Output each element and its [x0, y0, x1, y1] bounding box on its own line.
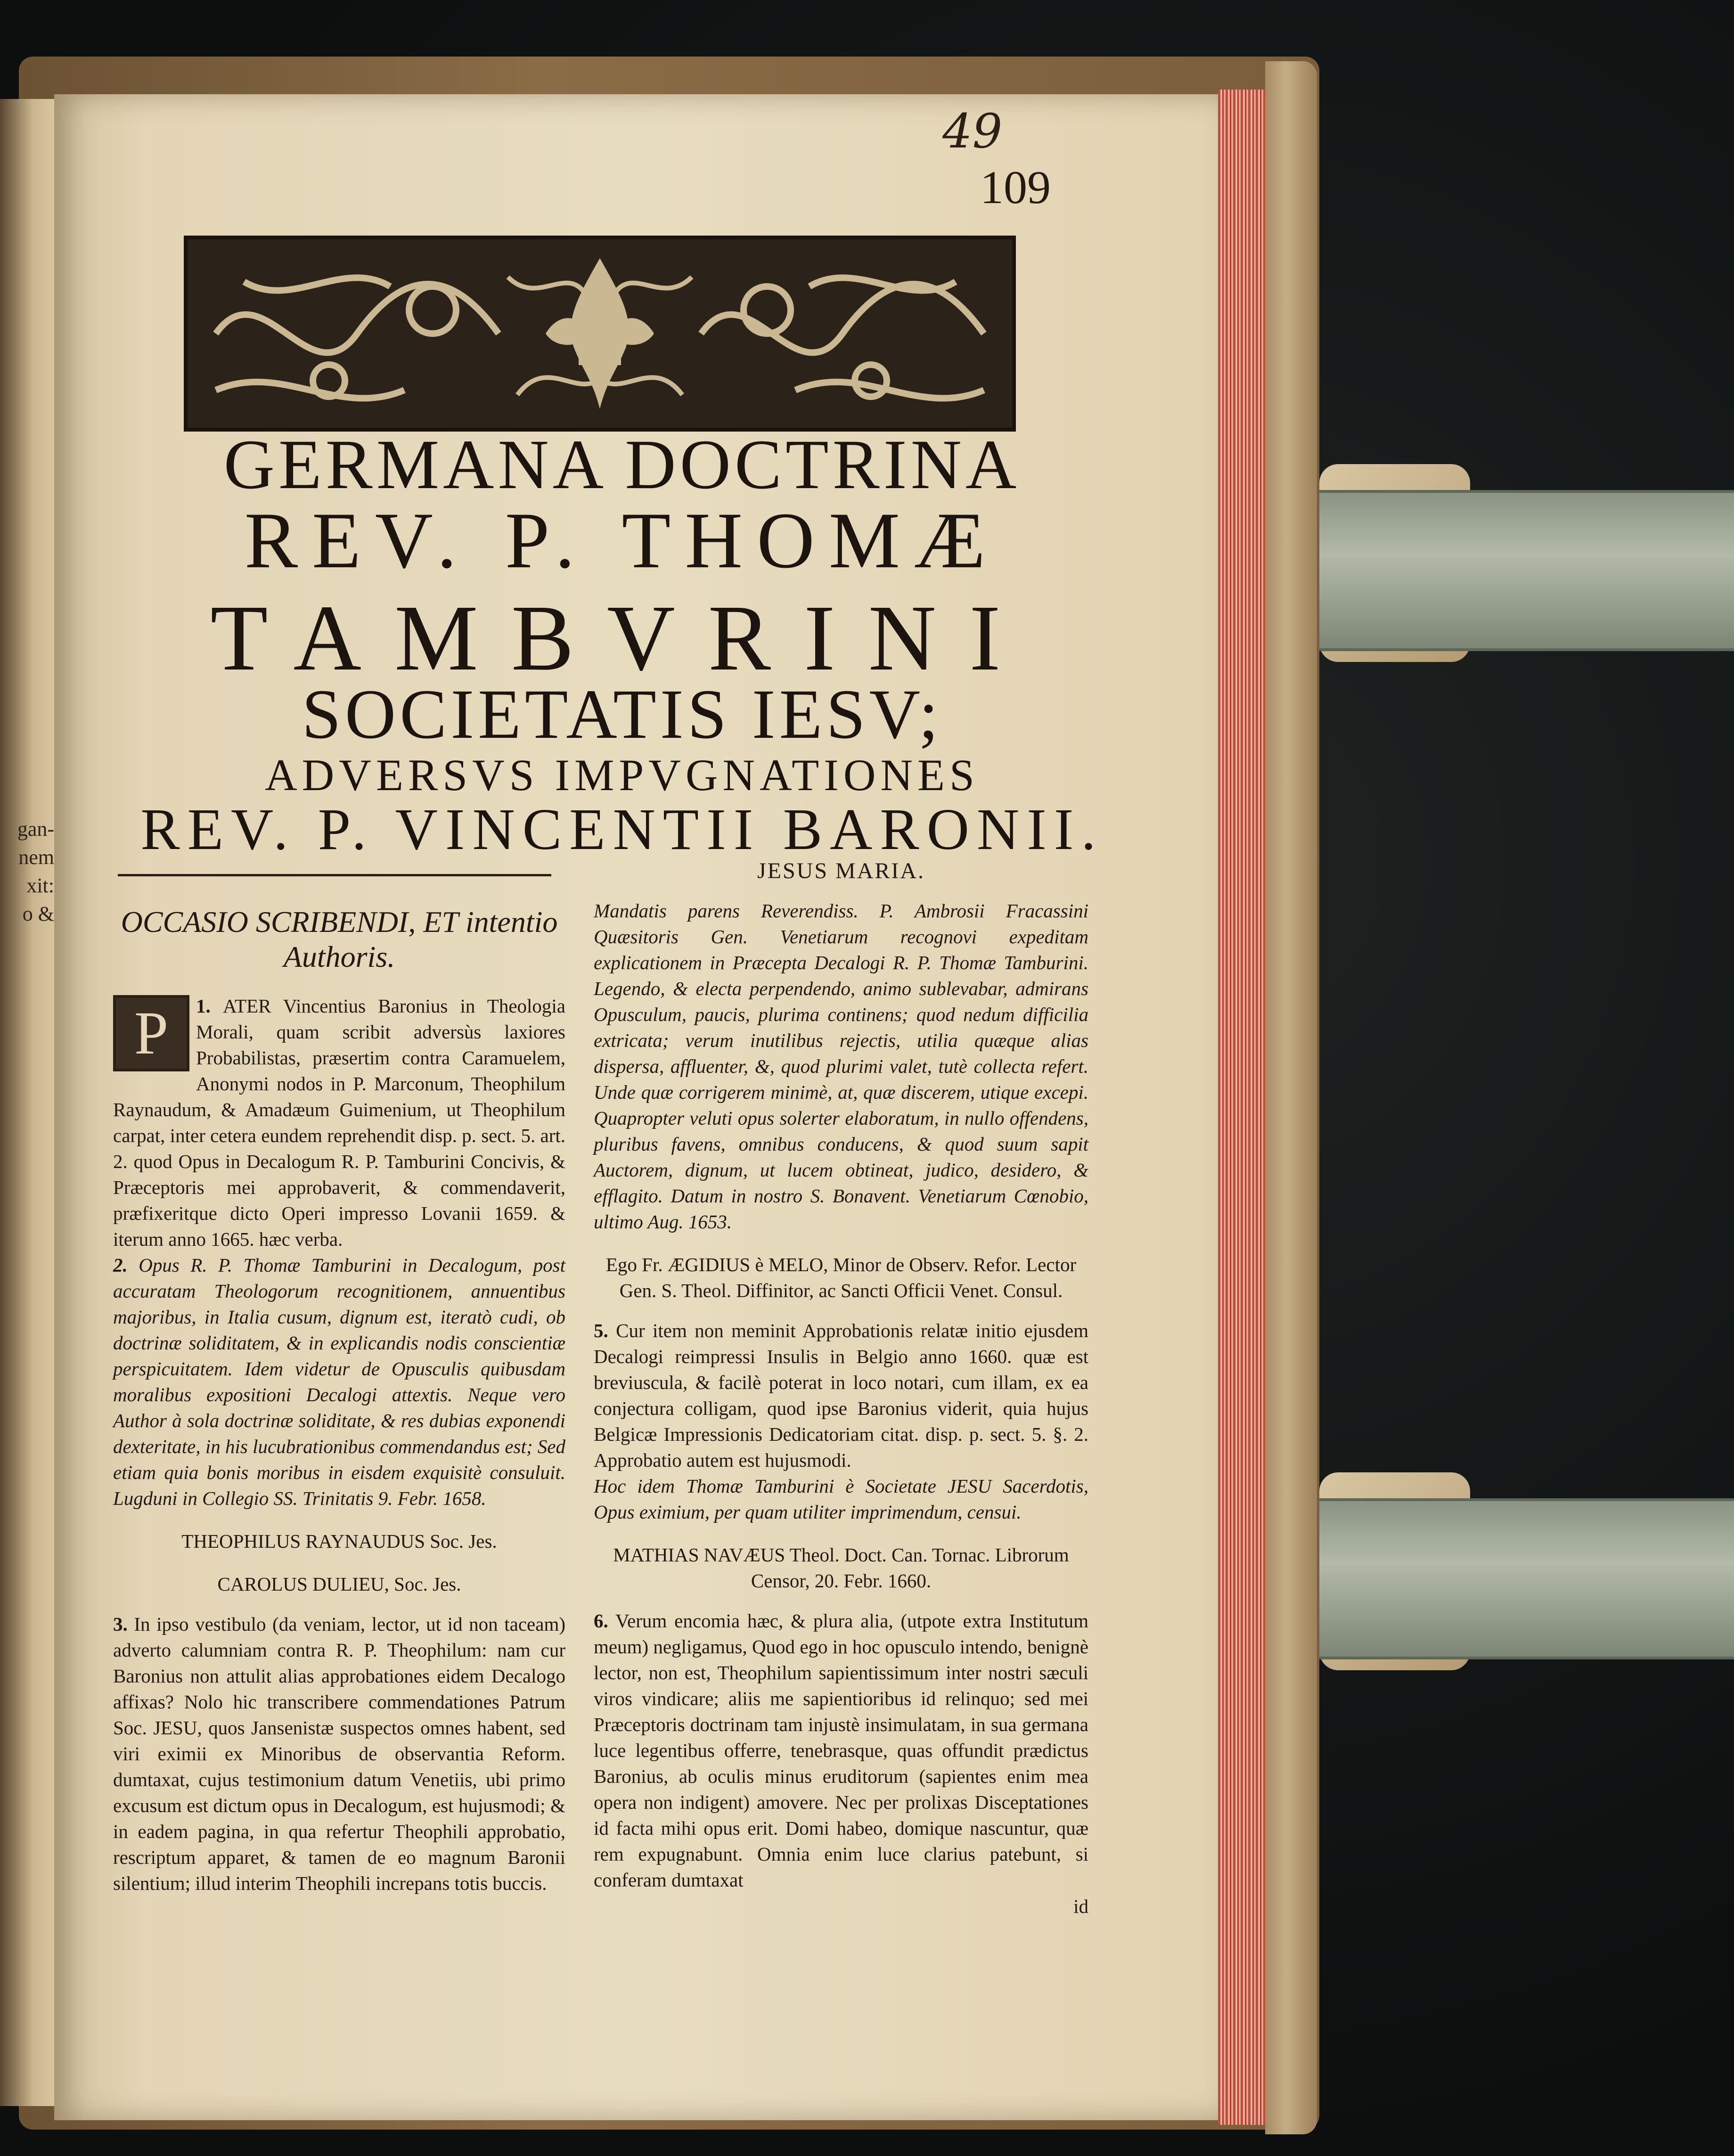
paragraph-3 — [113, 1611, 565, 1896]
paragraph-text: Opus R. P. Thomæ Tamburini in Decalogum, post accuratam Theologorum recognitionem, annuentibus majoribus, in Italia cusum, dignum est, iteratò cudi, ob doctrinæ soliditatem, & in explicandis nodis conscientiæ perspicuitatem. Idem videtur de Opusculis quibusdam moralibus expositioni Decalogi attextis. Neque vero Author à sola doctrinæ soliditate, & res dubias exponendi dexteritate, in his lucubrationibus commendandus est; Sed etiam quia bonis moribus in eisdem exquisitè consuluit. Lugduni in Collegio SS. Trinitatis 9. Febr. 1658. — [113, 1254, 565, 1509]
page-fore-edge — [1218, 90, 1265, 2125]
title-line-6: REV. P. VINCENTII BARONII. — [140, 797, 1104, 862]
page-number: 109 — [980, 161, 1051, 213]
paragraph-text: ATER Vincentius Baronius in Theologia Morali, quam scribit adversùs laxiores Probabilistas, præsertim contra Caramuelem, Anonymi nodos in P. Marconum, Theophilum Raynaudum, & Amadæum Guimenium, ut Theophilum carpat, inter cetera eundem reprehendit disp. p. sect. 5. art. 2. quod Opus in Decalogum R. P. Tamburini Concivis, & Præceptoris mei approbaverit, & commendaverit, præfixeritque dicto Operi impresso Lovanii 1659. & iterum anno 1665. hæc verba. — [113, 995, 565, 1250]
paragraph-number: 1. — [196, 995, 211, 1017]
paragraph-6 — [594, 1608, 1088, 1893]
clasp-strap-top — [1319, 490, 1734, 651]
manuscript-folio-number: 49 — [942, 104, 1003, 159]
paragraph-number: 5. — [594, 1320, 608, 1341]
paragraph-1 — [113, 993, 565, 1252]
right-column — [594, 858, 1088, 1918]
paragraph-number: 2. — [113, 1254, 128, 1276]
paragraph-5 — [594, 1318, 1088, 1473]
paragraph-text: Verum encomia hæc, & plura alia, (utpote extra Institutum meum) negligamus, Quod ego in hoc opusculo intendo, benignè lector, non est, Theophilum sapientissimum inter nostri sæculi viros vindicare; aliis me sapientioribus id relinquo; sed mei Præceptoris doctrinam tam injustè insimulatam, in sua germana luce legentibus offerre, tenebrasque, quas offundit prædictus Baronius, ab oculis minus eruditorum (sapientes enim mea opera non indigent) amovere. Nec per prolixas Disceptationes id facta mihi opus erit. Domi habeo, domique nascuntur, quæ rem expugnabunt. Omnia enim luce clarius patebunt, si conferam dumtaxat — [594, 1610, 1088, 1891]
signature-raynaudus: THEOPHILUS RAYNAUDUS Soc. Jes. — [181, 1530, 497, 1552]
fragment-line: nem — [18, 846, 54, 869]
signature-navaeus: MATHIAS NAVÆUS Theol. Doct. Can. Tornac. Librorum Censor, 20. Febr. 1660. — [613, 1544, 1069, 1592]
title-line-3: TAMBVRINI — [210, 586, 1034, 690]
paragraph-number: 6. — [594, 1610, 608, 1632]
cover-edge — [1265, 61, 1317, 2134]
dropcap: P — [113, 995, 189, 1071]
paragraph-text: Cur item non meminit Approbationis relatæ initio ejusdem Decalogi reimpressi Insulis in Belgio anno 1660. quæ est breviuscula, & facilè poterat in loco notari, cum illam, ex ea conjectura colligam, quod ipse Baronius viderit, quia hujus Belgicæ Impressionis Dedicatoriam citat. disp. p. sect. 5. §. 2. Approbatio autem est hujusmodi. — [594, 1320, 1089, 1471]
catchword: id — [1073, 1895, 1088, 1917]
approbatio-text: Mandatis parens Reverendiss. P. Ambrosii Fracassini Quæsitoris Gen. Venetiarum recognovi expeditam explicationem in Præcepta Decalogi R. P. Thomæ Tamburini. Legendo, & electa perpendendo, animo sublevabar, admirans Opusculum, paucis, plurima continens; quod nedum difficilia extricata; verum inutilibus rejectis, utilia quæque alias dispersa, affluenter, &, quod plurimi valet, tutè collecta refert. Unde quæ corrigerem minimè, at, quæ discerem, utique excepi. Quapropter veluti opus solerter elaboratum, in nullo offendens, pluribus favens, omnibus conducens, & quod suum sapit Auctorem, dignum, ut lucem obtineat, judico, desidero, & efflagito. Datum in nostro S. Bonavent. Venetiarum Cœnobio, ultimo Aug. 1653. — [594, 900, 1088, 1233]
title-line-2: REV. P. THOMÆ — [244, 496, 1000, 585]
fragment-line: o & — [22, 902, 54, 925]
approbatio-quote: Hoc idem Thomæ Tamburini è Societate JESU Sacerdotis, Opus eximium, per quam utiliter imprimendum, censui. — [594, 1475, 1088, 1523]
paragraph-text: In ipso vestibulo (da veniam, lector, ut id non taceam) adverto calumniam contra R. P. Theophilum: nam cur Baronius non attulit alias approbationes eidem Decalogo affixas? Nolo hic transcribere commendationes Patrum Soc. JESU, quos Jansenistæ suspectos omnes habent, sed viri eximii ex Minoribus de observantia Reform. dumtaxat, cujus testimonium datum Venetiis, ubi primo excusum est dictum opus in Decalogum, est hujusmodi; & in eadem pagina, in qua refertur Theophili approbatio, rescriptum apparet, & tamen de eo magnum Baronii silentium; illud interim Theophili increpans totis buccis. — [113, 1613, 565, 1894]
ornament-icon — [188, 239, 1012, 428]
jesus-maria-heading: JESUS MARIA. — [757, 858, 925, 883]
clasp-strap-bottom — [1319, 1498, 1734, 1659]
title-line-1: GERMANA DOCTRINA — [223, 425, 1021, 504]
paragraph-number: 3. — [113, 1613, 128, 1635]
woodcut-headpiece — [184, 236, 1016, 432]
title-line-5: ADVERSVS IMPVGNATIONES — [265, 750, 979, 800]
left-page-fragment — [9, 815, 54, 928]
paragraph-2 — [113, 1252, 565, 1511]
signature-melo: Ego Fr. ÆGIDIUS è MELO, Minor de Observ. Refor. Lector Gen. S. Theol. Diffinitor, ac Sancti Officii Venet. Consul. — [605, 1254, 1077, 1301]
signature-dulieu: CAROLUS DULIEU, Soc. Jes. — [217, 1573, 461, 1595]
title-line-4: SOCIETATIS IESV; — [302, 675, 942, 753]
left-page-edge — [0, 99, 54, 2106]
section-heading: OCCASIO SCRIBENDI, ET intentio Authoris. — [121, 905, 558, 973]
fragment-line: xit: — [26, 874, 54, 897]
fragment-line: gan- — [17, 817, 54, 841]
horizontal-rule — [118, 874, 551, 876]
left-column — [113, 905, 565, 1896]
